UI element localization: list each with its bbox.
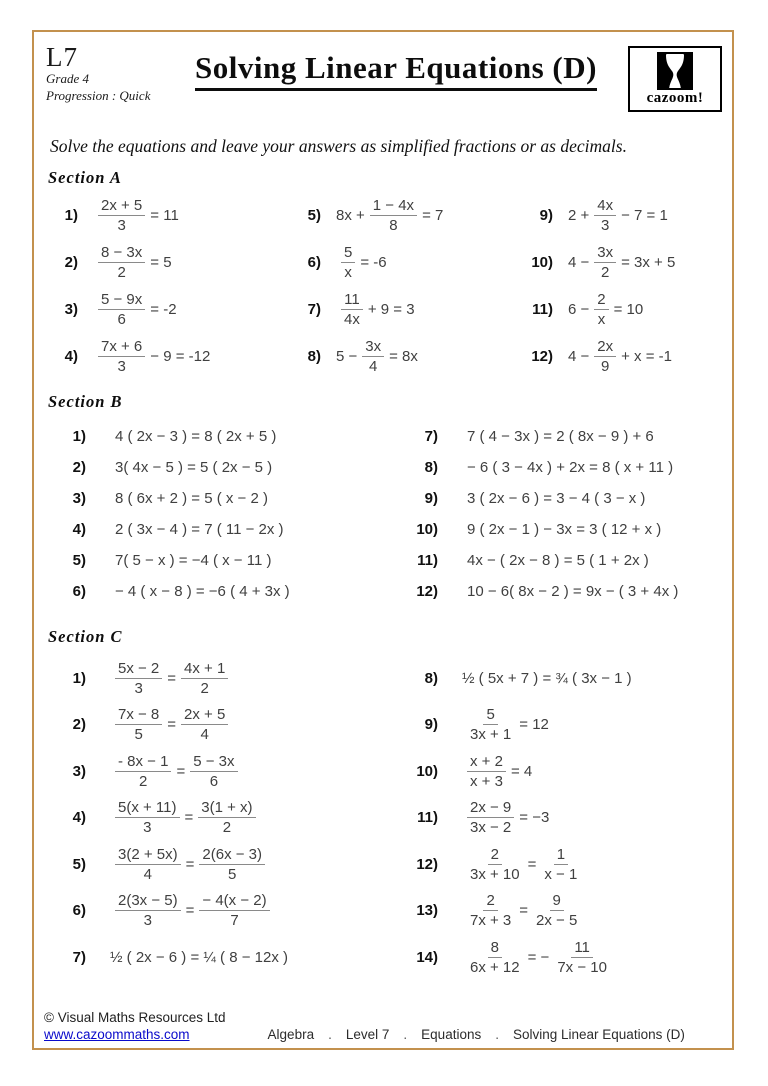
equation: [336, 197, 443, 235]
equation-text: 7( 5 − x ) = −4 ( x − 11 ): [115, 552, 272, 569]
equation-text: − 9 = -12: [150, 348, 211, 365]
fraction: [554, 939, 610, 977]
page-title: Solving Linear Equations (D): [195, 50, 597, 91]
problem: [400, 421, 678, 452]
equation: [467, 521, 661, 538]
problem-number: 3): [72, 490, 86, 507]
fraction-denominator: x − 1: [544, 865, 578, 883]
fraction: [199, 892, 269, 930]
equation-text: 4 −: [568, 254, 590, 271]
problem: [400, 576, 678, 607]
equation: [93, 338, 210, 376]
equation: [336, 338, 418, 376]
fraction-numerator: 2x + 5: [181, 706, 228, 725]
fraction-denominator: 3x − 2: [470, 819, 512, 837]
problem-number: 5): [72, 855, 86, 873]
fraction: [115, 799, 180, 837]
fraction: [594, 244, 616, 282]
equation: [93, 197, 179, 235]
fraction-denominator: 3: [117, 217, 126, 234]
equation-text: =: [185, 855, 195, 873]
fraction: [115, 846, 181, 884]
fraction-numerator: 2(3x − 5): [115, 892, 181, 911]
section-b: [48, 392, 732, 607]
fraction: [362, 338, 384, 376]
fraction-numerator: 2(6x − 3): [199, 846, 265, 865]
problem-number: 1): [64, 207, 78, 224]
problem-number: 1): [72, 669, 86, 687]
fraction-numerator: 11: [341, 291, 363, 310]
problem-number: 10): [531, 254, 553, 271]
problem-number: 12): [531, 348, 553, 365]
problem: [48, 452, 400, 483]
fraction-numerator: 2x + 5: [98, 197, 145, 216]
equation: [467, 459, 673, 476]
breadcrumb-separator: .: [403, 1027, 408, 1042]
fraction: [190, 753, 237, 791]
equation-text: = 12: [519, 716, 549, 734]
fraction-numerator: - 8x − 1: [115, 753, 171, 772]
section-columns: [48, 192, 732, 380]
equation-text: 10 − 6( 8x − 2 ) = 9x − ( 3 + 4x ): [467, 583, 679, 600]
breadcrumb-item: Equations: [421, 1027, 482, 1042]
problem: [48, 333, 291, 380]
fraction: [341, 244, 355, 282]
fraction-denominator: 3x + 10: [470, 865, 520, 883]
section-heading: Section B: [48, 392, 123, 411]
fraction-denominator: 9: [601, 358, 610, 375]
equation: [568, 244, 675, 282]
problem-number: 10): [416, 521, 438, 538]
problem: [48, 934, 400, 981]
problem: [523, 239, 675, 286]
problem: [400, 702, 632, 749]
equation-text: = 7: [422, 207, 444, 224]
fraction: [467, 753, 506, 791]
problem-column: [291, 192, 523, 380]
equation-text: 4 −: [568, 348, 590, 365]
equation-text: 3( 4x − 5 ) = 5 ( 2x − 5 ): [115, 459, 273, 476]
cazoom-logo-text: cazoom!: [646, 90, 704, 106]
fraction-denominator: 2x − 5: [536, 912, 578, 930]
equation-text: =: [185, 902, 195, 920]
problem: [48, 483, 400, 514]
equation-text: + x = -1: [621, 348, 672, 365]
problem-number: 7): [307, 301, 321, 318]
problem: [291, 286, 523, 333]
equation: [568, 291, 643, 329]
equation-text: 4 ( 2x − 3 ) = 8 ( 2x + 5 ): [115, 428, 277, 445]
fraction-denominator: 3: [143, 912, 152, 930]
problem-number: 12): [416, 855, 438, 873]
fraction: [98, 291, 145, 329]
problem-number: 11): [417, 552, 438, 569]
fraction: [594, 291, 608, 329]
equation-text: = -2: [150, 301, 177, 318]
fraction: [198, 799, 255, 837]
fraction: [467, 706, 514, 744]
equation-text: 2 ( 3x − 4 ) = 7 ( 11 − 2x ): [115, 521, 284, 538]
problem: [291, 192, 523, 239]
problem: [48, 239, 291, 286]
equation-text: 5 −: [336, 348, 358, 365]
equation-text: =: [167, 669, 177, 687]
fraction-numerator: 9: [550, 892, 564, 911]
fraction-denominator: 2: [117, 264, 126, 281]
equation-text: 9 ( 2x − 1 ) − 3x = 3 ( 12 + x ): [467, 521, 662, 538]
fraction: [98, 338, 145, 376]
fraction-denominator: 3x + 1: [470, 726, 512, 744]
equation-text: 7 ( 4 − 3x ) = 2 ( 8x − 9 ) + 6: [467, 428, 654, 445]
title-wrap: [164, 44, 628, 91]
problem: [400, 655, 632, 702]
fraction-numerator: 3(2 + 5x): [115, 846, 181, 865]
equation: [110, 753, 243, 791]
problem-number: 7): [72, 948, 86, 966]
problem-number: 8): [424, 669, 438, 687]
fraction-numerator: 8: [488, 939, 502, 958]
problem-number: 9): [539, 207, 553, 224]
equation: [93, 244, 172, 282]
equation: [115, 583, 290, 600]
fraction: [181, 660, 228, 698]
fraction-numerator: 2: [488, 846, 502, 865]
fraction-numerator: 2: [483, 892, 497, 911]
fraction-denominator: 5: [228, 865, 237, 883]
fraction-numerator: 7x + 6: [98, 338, 145, 357]
problem: [48, 841, 400, 888]
website-link[interactable]: www.cazoommaths.com: [44, 1027, 190, 1042]
problem: [48, 576, 400, 607]
fraction: [533, 892, 580, 930]
fraction: [467, 892, 514, 930]
problem: [48, 421, 400, 452]
equation: [462, 753, 532, 791]
equation-text: 2 +: [568, 207, 590, 224]
equation: [568, 197, 668, 235]
problem: [400, 795, 632, 842]
fraction-denominator: 2: [139, 772, 148, 790]
problem-number: 9): [424, 716, 438, 734]
problem: [48, 192, 291, 239]
problem-number: 8): [307, 348, 321, 365]
equation: [110, 799, 261, 837]
fraction: [115, 706, 162, 744]
equation: [462, 706, 549, 744]
fraction: [370, 197, 417, 235]
cazoom-logo: [628, 46, 722, 112]
problem-number: 1): [72, 428, 86, 445]
equation-text: = -6: [360, 254, 387, 271]
equation: [462, 939, 615, 977]
fraction-numerator: 3x: [594, 244, 616, 263]
header: [34, 32, 732, 112]
problem-number: 10): [416, 762, 438, 780]
progression-label: Progression : Quick: [46, 87, 151, 103]
footer: [44, 1010, 724, 1042]
fraction-numerator: 2x − 9: [467, 799, 514, 818]
problem: [291, 333, 523, 380]
breadcrumb-separator: .: [328, 1027, 332, 1042]
problem-number: 4): [72, 521, 86, 538]
equation-text: = 5: [150, 254, 172, 271]
equation: [462, 846, 585, 884]
equation-text: =: [176, 762, 186, 780]
fraction-denominator: 6: [117, 311, 126, 328]
fraction-numerator: 4x + 1: [181, 660, 228, 679]
fraction: [98, 244, 145, 282]
fraction-numerator: 7x − 8: [115, 706, 162, 725]
section-columns: [48, 421, 732, 607]
equation: [115, 428, 276, 445]
breadcrumb-item: Level 7: [345, 1027, 390, 1042]
equation: [462, 670, 632, 687]
problem: [400, 452, 678, 483]
fraction-denominator: x + 3: [470, 772, 503, 790]
instruction-text: Solve the equations and leave your answers as simplified fractions or as decimals.: [50, 136, 627, 156]
fraction-numerator: 1: [554, 846, 568, 865]
breadcrumb-item: Algebra: [267, 1027, 315, 1042]
fraction-denominator: 7x + 3: [470, 912, 512, 930]
fraction-denominator: 4: [369, 358, 378, 375]
problem-column: [48, 421, 400, 607]
fraction-denominator: 2: [200, 679, 209, 697]
breadcrumb-separator: .: [495, 1027, 499, 1042]
equation-text: 8 ( 6x + 2 ) = 5 ( x − 2 ): [115, 490, 268, 507]
equation-text: − 7 = 1: [621, 207, 668, 224]
equation: [110, 949, 288, 966]
fraction-denominator: 7: [230, 912, 239, 930]
fraction-denominator: x: [597, 311, 606, 328]
fraction-numerator: x + 2: [467, 753, 506, 772]
problem-number: 4): [72, 809, 86, 827]
fraction-denominator: 5: [134, 726, 143, 744]
problem: [400, 888, 632, 935]
fraction: [594, 197, 616, 235]
problem-number: 8): [424, 459, 438, 476]
problem-number: 3): [72, 762, 86, 780]
equation-text: = 3x + 5: [621, 254, 676, 271]
fraction-denominator: 4: [200, 726, 209, 744]
problem-number: 5): [72, 552, 86, 569]
problem: [523, 333, 675, 380]
fraction: [115, 753, 171, 791]
grade-label: Grade 4: [46, 71, 89, 86]
problem-sections: [34, 168, 732, 981]
problem: [400, 841, 632, 888]
problem-number: 3): [64, 301, 78, 318]
equation: [336, 244, 387, 282]
problem: [48, 286, 291, 333]
problem: [523, 286, 675, 333]
problem: [48, 795, 400, 842]
fraction-denominator: 8: [389, 217, 398, 234]
fraction-numerator: 1 − 4x: [370, 197, 417, 216]
fraction: [467, 939, 523, 977]
equation: [467, 428, 654, 445]
equation: [462, 892, 585, 930]
equation: [115, 552, 271, 569]
section-columns: [48, 655, 732, 981]
fraction-numerator: 5 − 3x: [190, 753, 237, 772]
fraction-denominator: 2: [222, 819, 232, 837]
equation-text: ½ ( 5x + 7 ) = ¾ ( 3x − 1 ): [462, 669, 632, 687]
equation-text: − 6 ( 3 − 4x ) + 2x = 8 ( x + 11 ): [467, 459, 674, 476]
problem: [400, 748, 632, 795]
problem: [48, 655, 400, 702]
problem: [400, 514, 678, 545]
fraction-numerator: 3(1 + x): [198, 799, 255, 818]
equation-text: 8x +: [336, 207, 365, 224]
equation: [110, 892, 275, 930]
lesson-meta: [46, 44, 164, 105]
equation: [467, 552, 649, 569]
equation-text: 6 −: [568, 301, 590, 318]
fraction-denominator: 2: [601, 264, 610, 281]
fraction: [199, 846, 265, 884]
problem: [48, 748, 400, 795]
equation-text: =: [184, 809, 194, 827]
fraction-denominator: x: [344, 264, 352, 281]
equation: [110, 706, 233, 744]
equation-text: 4x − ( 2x − 8 ) = 5 ( 1 + 2x ): [467, 552, 649, 569]
problem: [48, 545, 400, 576]
problem-number: 2): [64, 254, 78, 271]
problem-number: 14): [416, 948, 438, 966]
equation: [115, 459, 272, 476]
fraction: [467, 799, 514, 837]
problem-number: 7): [424, 428, 438, 445]
page-border-frame: [32, 30, 734, 1050]
equation-text: = 4: [510, 762, 533, 780]
problem-number: 2): [72, 716, 86, 734]
equation-text: = 11: [150, 207, 179, 224]
equation: [115, 521, 284, 538]
equation: [93, 291, 177, 329]
equation: [467, 490, 645, 507]
section-heading: Section C: [48, 627, 123, 646]
equation: [467, 583, 678, 600]
equation-text: = 8x: [389, 348, 418, 365]
equation-text: − 4 ( x − 8 ) = −6 ( 4 + 3x ): [115, 583, 290, 600]
fraction-numerator: 5: [483, 706, 497, 725]
problem-number: 9): [424, 490, 438, 507]
problem-number: 6): [307, 254, 321, 271]
problem-column: [400, 655, 632, 981]
fraction-denominator: 4: [143, 865, 152, 883]
fraction-denominator: 4x: [344, 311, 360, 328]
fraction-numerator: 4x: [594, 197, 616, 216]
problem-column: [400, 421, 678, 607]
fraction-denominator: 3: [143, 819, 152, 837]
fraction-numerator: 8 − 3x: [98, 244, 145, 263]
problem-number: 12): [416, 583, 438, 600]
problem-number: 11): [532, 301, 553, 318]
problem-number: 11): [417, 809, 438, 827]
fraction-numerator: 5x − 2: [115, 660, 162, 679]
fraction-numerator: 2x: [594, 338, 616, 357]
equation: [336, 291, 415, 329]
problem: [400, 545, 678, 576]
equation: [110, 846, 270, 884]
footer-line: [44, 1027, 724, 1042]
fraction: [541, 846, 580, 884]
fraction-denominator: 7x − 10: [557, 958, 607, 976]
fraction-numerator: 2: [594, 291, 608, 310]
problem-number: 2): [72, 459, 86, 476]
equation-text: = 10: [613, 301, 644, 318]
problem-number: 6): [72, 583, 86, 600]
fraction-denominator: 6: [209, 772, 219, 790]
cazoom-drum-icon: [657, 52, 693, 90]
problem-column: [48, 192, 291, 380]
problem: [400, 934, 632, 981]
fraction-denominator: 3: [601, 217, 610, 234]
equation-text: 3 ( 2x − 6 ) = 3 − 4 ( 3 − x ): [467, 490, 646, 507]
problem: [48, 514, 400, 545]
equation-text: =: [519, 902, 529, 920]
equation: [115, 490, 268, 507]
equation-text: = −3: [519, 809, 550, 827]
fraction-numerator: 5 − 9x: [98, 291, 145, 310]
equation-text: ½ ( 2x − 6 ) = ¼ ( 8 − 12x ): [110, 948, 289, 966]
equation: [462, 799, 549, 837]
fraction-numerator: 3x: [362, 338, 384, 357]
fraction-denominator: 3: [134, 679, 143, 697]
problem-number: 6): [72, 902, 86, 920]
fraction: [341, 291, 363, 329]
problem: [523, 192, 675, 239]
copyright-text: © Visual Maths Resources Ltd: [44, 1010, 226, 1025]
fraction-numerator: 5: [341, 244, 355, 263]
fraction: [594, 338, 616, 376]
problem: [48, 888, 400, 935]
problem: [400, 483, 678, 514]
problem-column: [48, 655, 400, 981]
fraction-numerator: 11: [571, 939, 593, 958]
problem: [291, 239, 523, 286]
fraction: [98, 197, 145, 235]
problem: [48, 702, 400, 749]
fraction-denominator: 6x + 12: [470, 958, 520, 976]
problem-number: 4): [64, 348, 78, 365]
fraction: [115, 892, 181, 930]
section-a: [48, 168, 732, 380]
fraction: [467, 846, 523, 884]
fraction-numerator: − 4(x − 2): [199, 892, 269, 911]
equation-text: =: [167, 716, 177, 734]
level-label: L7: [46, 42, 78, 72]
section-heading: Section A: [48, 168, 122, 187]
problem-number: 13): [416, 902, 438, 920]
breadcrumb-item: Solving Linear Equations (D): [512, 1027, 685, 1042]
fraction: [181, 706, 228, 744]
problem-column: [523, 192, 675, 380]
equation-text: = −: [527, 948, 550, 966]
equation-text: =: [527, 855, 537, 873]
equation: [110, 660, 233, 698]
fraction-numerator: 5(x + 11): [115, 799, 180, 818]
equation-text: + 9 = 3: [367, 301, 415, 318]
fraction-denominator: 3: [117, 358, 126, 375]
breadcrumb: [268, 1027, 685, 1042]
section-c: [48, 627, 732, 981]
problem-number: 5): [307, 207, 321, 224]
fraction: [115, 660, 162, 698]
equation: [568, 338, 672, 376]
